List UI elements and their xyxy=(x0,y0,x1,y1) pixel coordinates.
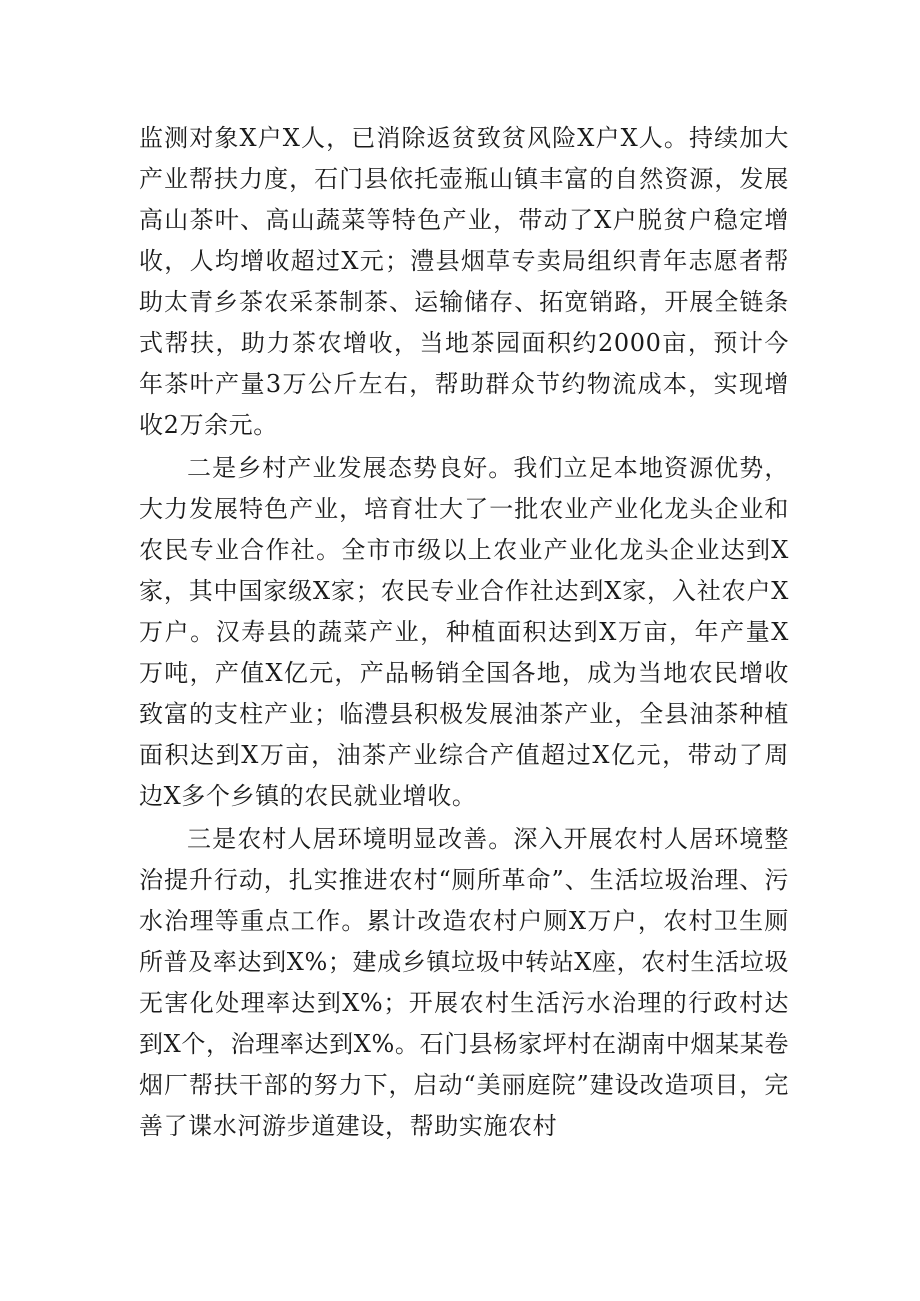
paragraph-rural-industry: 二是乡村产业发展态势良好。我们立足本地资源优势，大力发展特色产业，培育壮大了一批农业产业化龙头企业和农民专业合作社。全市市级以上农业产业化龙头企业达到X家，其中国家级X家；农民专业合作社达到X家，入社农户X万户。汉寿县的蔬菜产业，种植面积达到X万亩，年产量X万吨，产值X亿元，产品畅销全国各地，成为当地农民增收致富的支柱产业；临澧县积极发展油茶产业，全县油茶种植面积达到X万亩，油茶产业综合产值超过X亿元，带动了周边X多个乡镇的农民就业增收。 xyxy=(139,454,789,810)
paragraph-poverty-monitoring: 监测对象X户X人，已消除返贫致贫风险X户X人。持续加大产业帮扶力度，石门县依托壶瓶山镇丰富的自然资源，发展高山茶叶、高山蔬菜等特色产业，带动了X户脱贫户稳定增收，人均增收超过X元；澧县烟草专卖局组织青年志愿者帮助太青乡茶农采茶制茶、运输储存、拓宽销路，开展全链条式帮扶，助力茶农增收，当地茶园面积约2000亩，预计今年茶叶产量3万公斤左右，帮助群众节约物流成本，实现增收2万余元。 xyxy=(139,124,789,439)
paragraph-living-environment: 三是农村人居环境明显改善。深入开展农村人居环境整治提升行动，扎实推进农村“厕所革命”、生活垃圾治理、污水治理等重点工作。累计改造农村户厕X万户，农村卫生厕所普及率达到X%；建成乡镇垃圾中转站X座，农村生活垃圾无害化处理率达到X%；开展农村生活污水治理的行政村达到X个，治理率达到X%。石门县杨家坪村在湖南中烟某某卷烟厂帮扶干部的努力下，启动“美丽庭院”建设改造项目，完善了谍水河游步道建设，帮助实施农村 xyxy=(139,825,789,1140)
document-body xyxy=(139,118,789,1147)
